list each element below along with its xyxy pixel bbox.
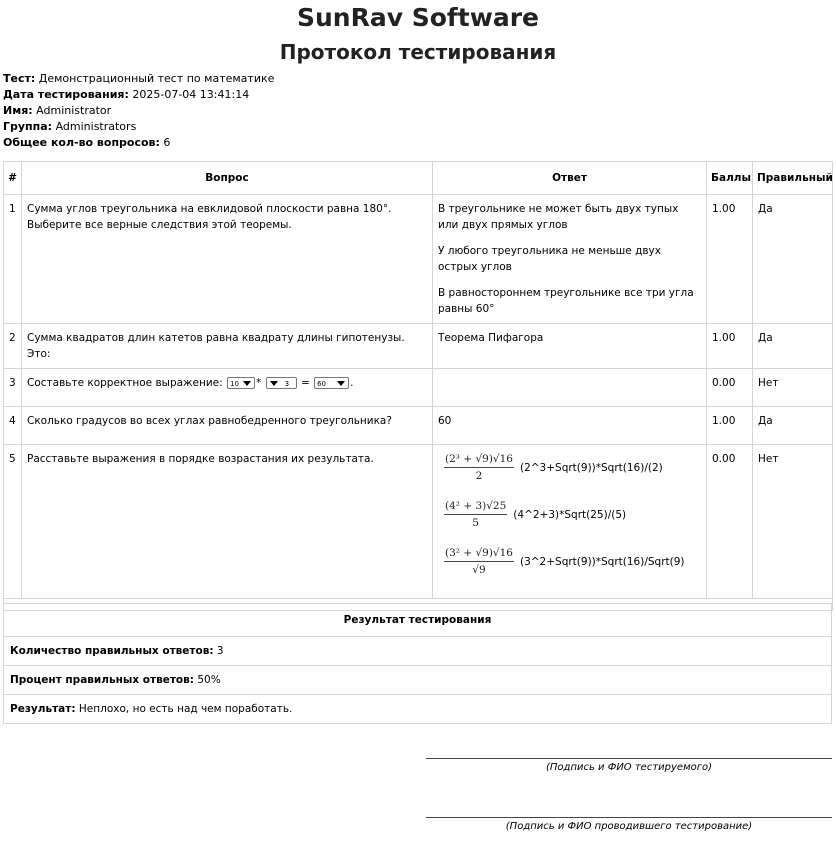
select-factor-1[interactable]: 10	[227, 377, 255, 389]
results-title: Результат тестирования	[4, 604, 832, 637]
col-score: Баллы	[707, 162, 753, 195]
question-text: Составьте корректное выражение: 10 * 3 = 60 .	[22, 369, 433, 407]
signature-tested: (Подпись и ФИО тестируемого)	[426, 758, 832, 773]
formula-image: $\frac{\text{(2³ + √9)√16}}{2}$	[445, 453, 513, 482]
table-row: 2 Сумма квадратов длин катетов равна квадрату длины гипотенузы. Это: Теорема Пифагора 1.00 Да	[4, 324, 833, 369]
table-header-row	[4, 162, 833, 195]
meta-question-count: Общее кол-во вопросов: 6	[3, 136, 171, 149]
select-result[interactable]: 60	[314, 377, 349, 389]
question-text: Сумма углов треугольника на евклидовой плоскости равна 180°. Выберите все верные следствия этой теоремы.	[22, 195, 433, 324]
chevron-down-icon	[270, 381, 278, 386]
questions-table	[3, 161, 833, 611]
table-row: 1 Сумма углов треугольника на евклидовой плоскости равна 180°. Выберите все верные следствия этой теоремы. В треугольнике не может быть двух тупых или двух прямых углов У любого треугольника не меньше двух острых углов В равностороннем треугольнике все три угла равны 60° 1.00 Да	[4, 195, 833, 324]
answer-cell	[433, 369, 707, 407]
col-question: Вопрос	[22, 162, 433, 195]
formula-item: $\frac{\text{(2³ + √9)√16}}{2}$ (2^3+Sqrt(9))*Sqrt(16)/(2)	[445, 453, 663, 482]
formula-image: $\frac{\text{(4² + 3)√25}}{5}$	[445, 500, 507, 529]
col-answer: Ответ	[433, 162, 707, 195]
meta-group: Группа: Administrators	[3, 120, 137, 133]
table-row: 3 Составьте корректное выражение: 10 * 3 = 60 . 0.00 Нет	[4, 369, 833, 407]
select-factor-2[interactable]: 3	[266, 377, 297, 389]
table-row: 4 Сколько градусов во всех углах равнобедренного треугольника? 60 1.00 Да	[4, 407, 833, 445]
meta-date: Дата тестирования: 2025-07-04 13:41:14	[3, 88, 250, 101]
question-text: Расставьте выражения в порядке возрастания их результата.	[22, 445, 433, 599]
answer-cell: 60	[433, 407, 707, 445]
answer-cell: Теорема Пифагора	[433, 324, 707, 369]
formula-item: $\frac{\text{(4² + 3)√25}}{5}$ (4^2+3)*Sqrt(25)/(5)	[445, 500, 627, 529]
answer-cell	[433, 445, 707, 599]
meta-name: Имя: Administrator	[3, 104, 112, 117]
meta-test: Тест: Демонстрационный тест по математике	[3, 72, 275, 85]
result-percent: Процент правильных ответов: 50%	[4, 666, 832, 695]
chevron-down-icon	[337, 381, 345, 386]
results-table	[3, 603, 832, 724]
formula-image: $\frac{\text{(3² + √9)√16}}{√9}$	[445, 547, 513, 576]
signature-examiner: (Подпись и ФИО проводившего тестирование)	[426, 817, 832, 832]
chevron-down-icon	[243, 381, 251, 386]
question-text: Сумма квадратов длин катетов равна квадрату длины гипотенузы. Это:	[22, 324, 433, 369]
col-num: #	[4, 162, 22, 195]
col-correct: Правильный	[753, 162, 833, 195]
answer-cell: В треугольнике не может быть двух тупых или двух прямых углов У любого треугольника не меньше двух острых углов В равностороннем треугольнике все три угла равны 60°	[433, 195, 707, 324]
company-title: SunRav Software	[297, 3, 539, 32]
report-title: Протокол тестирования	[279, 40, 557, 64]
formula-item: $\frac{\text{(3² + √9)√16}}{√9}$ (3^2+Sqrt(9))*Sqrt(16)/Sqrt(9)	[445, 547, 685, 576]
question-text: Сколько градусов во всех углах равнобедренного треугольника?	[22, 407, 433, 445]
table-row: 5 Расставьте выражения в порядке возрастания их результата. $\frac{\text{(2³ + √9)√16}}{2}$ (2^3+Sqrt(9))*Sqrt(16)/(2) $\frac{\text{(4² + 3)√25}}{5}$ (4^2+3)*Sqrt(25)/(5) $\frac{\text{(3² + √9)√16}}{√9}$ (3^2+Sqrt(9))*Sqrt(16)/Sqrt(9) 0.00 Нет	[4, 445, 833, 599]
result-verdict: Результат: Неплохо, но есть над чем поработать.	[4, 695, 832, 724]
result-correct-count: Количество правильных ответов: 3	[4, 637, 832, 666]
test-metadata	[3, 71, 274, 151]
